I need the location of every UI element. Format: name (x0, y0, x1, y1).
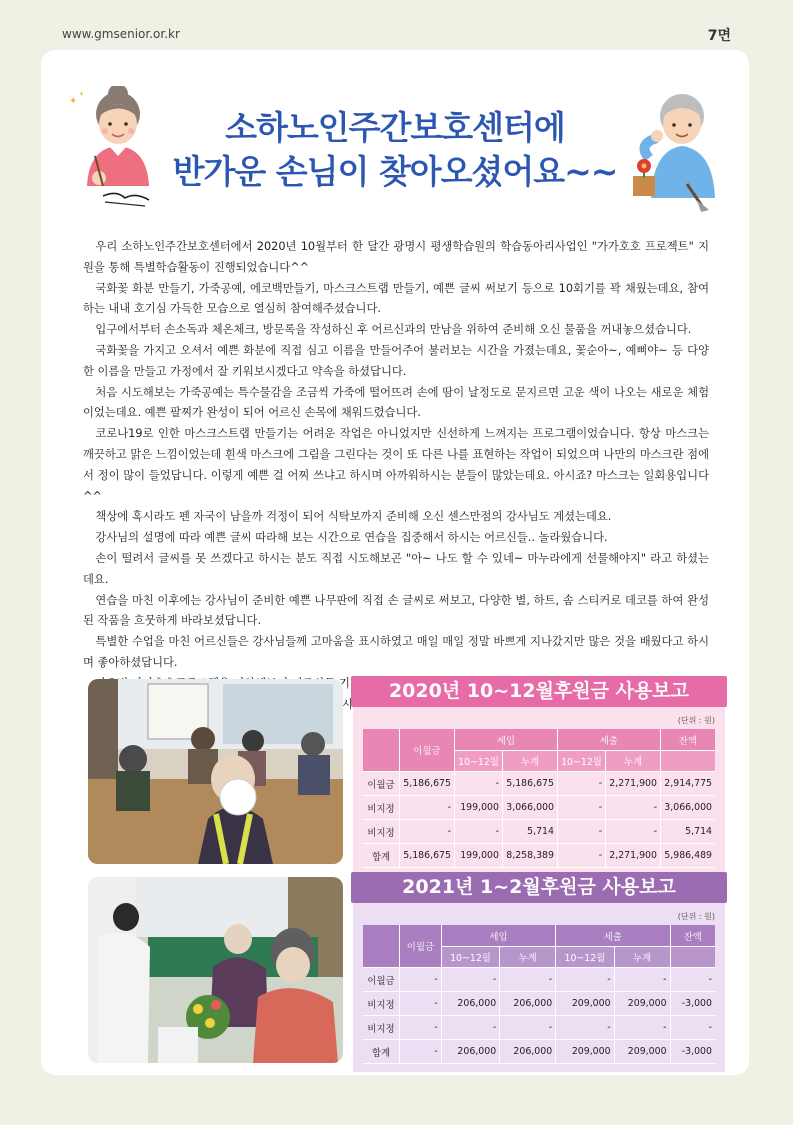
svg-text:✦: ✦ (79, 91, 85, 98)
report-table (363, 925, 715, 1064)
report-panel (353, 903, 725, 1072)
col-carryover: 이월금 (400, 925, 442, 968)
paragraph: 특별한 수업을 마친 어르신들은 강사님들께 고마움을 표시하였고 매일 매일 정말 바쁘게 지나갔지만 많은 것을 배웠다고 하시며 좋아하셨답니다. (83, 635, 709, 669)
table-row-total: 합계 5,186,675 199,000 8,258,389 - 2,271,900 5,986,489 (363, 844, 715, 868)
paragraph: 국화꽃 화분 만들기, 가죽공예, 에코백만들기, 마스크스트랩 만들기, 예쁜 글씨 써보기 등으로 10회기를 꽉 채웠는데요, 참여하는 내내 호기심 가득한 모습으로 열심히 참여해주셨습니다. (83, 281, 709, 316)
col-income-period: 10~12월 (441, 947, 499, 968)
paragraph: 우리 소하노인주간보호센터에서 2020년 10월부터 한 달간 광명시 평생학습원의 학습동아리사업인 "가가호호 프로젝트" 지원을 통해 특별학습활동이 진행되었습니다^^ (83, 240, 709, 274)
unit-label: (단위 : 원) (677, 912, 715, 921)
col-income: 세입 (454, 729, 557, 751)
report-table (363, 729, 715, 868)
col-expense: 세출 (556, 925, 670, 947)
donation-report-2021 (351, 872, 727, 1072)
article-card (41, 50, 749, 1075)
activity-photo-2 (88, 877, 343, 1063)
table-row: 비지정 - 199,000 3,066,000 - - 3,066,000 (363, 796, 715, 820)
table-row-total: 합계 - 206,000 206,000 209,000 209,000 -3,000 (363, 1040, 715, 1064)
page-number: 7면 (707, 28, 731, 44)
col-expense-total: 누계 (606, 751, 661, 772)
paragraph: 손이 떨려서 글씨를 못 쓰겠다고 하시는 분도 직접 시도해보곤 "아~ 나도 할 수 있네~ 마누라에게 선물해야지" 라고 하셨는데요. (83, 551, 709, 586)
report-panel (353, 707, 725, 876)
col-expense-period: 10~12월 (556, 947, 614, 968)
page-title-line2: 반가운 손님이 찾아오셨어요~~ (172, 152, 618, 191)
col-income-total: 누계 (500, 947, 556, 968)
col-expense-period: 10~12월 (557, 751, 605, 772)
table-row: 비지정 - - 5,714 - - 5,714 (363, 820, 715, 844)
table-row: 비지정 - - - - - - (363, 1016, 715, 1040)
unit-label: (단위 : 원) (677, 716, 715, 725)
col-expense: 세출 (557, 729, 660, 751)
page-title-line1: 소하노인주간보호센터에 (225, 108, 565, 147)
article-body (83, 237, 709, 715)
col-carryover: 이월금 (400, 729, 455, 772)
paragraph: 처음 시도해보는 가죽공예는 특수물감을 조금씩 가죽에 떨어뜨려 손에 땀이 날정도로 문지르면 고운 색이 나오는 새로운 체험이었는데요. 예쁜 팔찌가 완성이 되어 어르신 손목에 채워드렸습니다. (83, 385, 709, 420)
svg-text:✦: ✦ (69, 96, 78, 107)
col-expense-total: 누계 (614, 947, 670, 968)
col-income: 세입 (441, 925, 555, 947)
table-row: 비지정 - 206,000 206,000 209,000 209,000 -3,000 (363, 992, 715, 1016)
report-title: 2021년 1~2월후원금 사용보고 (351, 872, 727, 903)
table-row: 이월금 5,186,675 - 5,186,675 - 2,271,900 2,914,775 (363, 772, 715, 796)
paragraph: 연습을 마친 이후에는 강사님이 준비한 예쁜 나무판에 직접 손 글씨로 써보고, 다양한 별, 하트, 솜 스티커로 데코를 하여 완성된 작품을 흐뭇하게 바라보셨답니다. (83, 593, 709, 628)
site-url: www.gmsenior.or.kr (62, 27, 180, 41)
paragraph: 코로나19로 인한 마스크스트랩 만들기는 어려운 작업은 아니었지만 신선하게 느껴지는 프로그램이었습니다. 항상 마스크는 깨끗하고 맑은 느낌이었는데 흰색 마스크에 그림을 그린다는 것이 또 다른 나를 표현하는 작업이 되었으며 나만의 마스크란 점에서 정이 많이 들었답니다. 이렇게 예쁜 걸 어찌 쓰냐고 하시며 아까워하시는 분들이 많았는데요. 아시죠? 마스크는 일회용입니다^^ (83, 427, 709, 503)
table-row: 이월금 - - - - - - (363, 968, 715, 992)
col-balance: 잔액 (670, 925, 715, 947)
col-balance: 잔액 (660, 729, 715, 751)
paragraph: 입구에서부터 손소독과 체온체크, 방문록을 작성하신 후 어르신과의 만남을 위하여 준비해 오신 물품을 꺼내놓으셨습니다. (95, 323, 692, 337)
paragraph: 강사님의 설명에 따라 예쁜 글씨 따라해 보는 시간으로 연습을 집중해서 하시는 어르신들.. 놀라웠습니다. (95, 531, 608, 545)
paragraph: 국화꽃을 가지고 오셔서 예쁜 화분에 직접 심고 이름을 만들어주어 불러보는 시간을 가졌는데요, 꽃순아~, 예삐야~ 등 다양한 이름을 만들고 가정에서 잘 키워보시겠다고 약속을 하셨답니다. (83, 343, 709, 378)
col-income-total: 누계 (503, 751, 558, 772)
report-title: 2020년 10~12월후원금 사용보고 (351, 676, 727, 707)
activity-photo-1 (88, 679, 343, 864)
col-income-period: 10~12월 (454, 751, 502, 772)
donation-report-2020 (351, 676, 727, 876)
paragraph: 책상에 혹시라도 펜 자국이 남을까 걱정이 되어 식탁보까지 준비해 오신 센스만점의 강사님도 계셨는데요. (95, 510, 612, 524)
